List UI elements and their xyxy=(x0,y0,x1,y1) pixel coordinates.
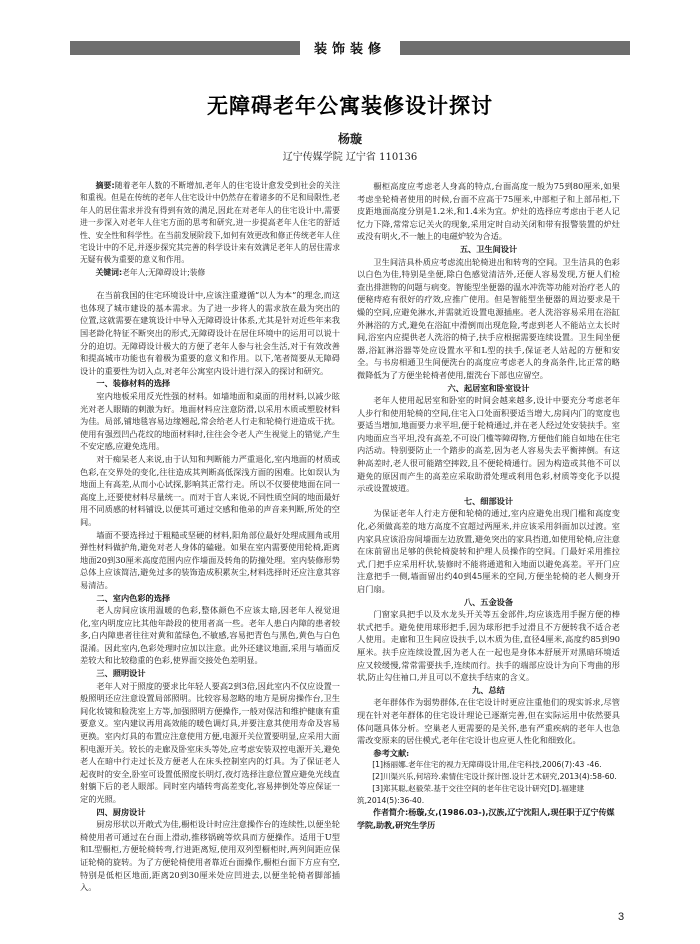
author-bio: 作者简介:杨璇,女,(1986.03-),汉族,辽宁沈阳人,现任职于辽宁传媒学院,助教,研究生学历 xyxy=(357,808,615,830)
section-heading-2: 二、室内色彩的选择 xyxy=(96,592,171,603)
paragraph: 室内地板采用反光性强的材料。如墙地面和桌面的用材料,以减少眩光对老人眼睛的刺激为好。地面材料应注意防滑,以采用木质或塑胶材料为佳。局部,铺地毯容易边缘翘起,常会给老人行走和轮椅行进造成干扰。使用有强烈凹凸花纹的地面材料时,往往会令老人产生视觉上的错觉,产生不安定感,应避免选用。 xyxy=(80,391,340,452)
paragraph: 老年群体作为弱势群体,在住宅设计时更应注重他们的现实诉求,尽管现在针对老年群体的住宅设计理论已逐渐完善,但在实际运用中依然要具体问题具体分析。空巢老人更需要的是关怀,患有严重疾病的老年人也急需改变原来的居住模式,老年住宅设计也应更人性化和细致化。 xyxy=(357,697,620,746)
abstract-label: 摘要: xyxy=(95,181,115,190)
section-heading-8: 八、五金设备 xyxy=(463,596,514,607)
author-affiliation: 辽宁传媒学院 辽宁省 110136 xyxy=(282,152,418,163)
section-heading-5: 五、卫生间设计 xyxy=(459,243,518,254)
paragraph: 厨房形状以开敞式为佳,橱柜设计时应注意操作台的连续性,以便坐轮椅使用者可通过在台面上滑动,推移锅碗等炊具而方便操作。适用于U型和L型橱柜,方便轮椅转弯,行进距离短,使用双列型橱柜时,两列间距应保证轮椅的旋转。为了方便轮椅使用者靠近台面操作,橱柜台面下方应有空,特别是低柜区地面,距离20到30厘米处应凹进去,以便坐轮椅者脚部插入。 xyxy=(80,819,340,893)
page-number: 3 xyxy=(618,911,625,923)
reference-item: [1]杨丽娜.老年住宅的视力无障碍设计用,住宅科技,2006(7):43 -46. xyxy=(372,760,602,770)
section-label: 装饰装修 xyxy=(313,42,386,57)
header-band-left xyxy=(70,41,300,55)
paragraph: 为保证老年人行走方便和轮椅的通过,室内应避免出现门槛和高度变化,必须做高差的地方高度不宜超过两厘米,并应该采用斜面加以过渡。室内家具应该沿房间墙面左边放置,避免突出的家具挡道,如使用轮椅,应注意在床前留出足够的供轮椅旋转和护理人员操作的空间。门最好采用推拉式,门把手应采用杆状,装修时不能将通道和入地面以避免高差。平开门应注意把手一侧,墙面留出约40到45厘米的空间,方便坐轮椅的老人侧身开启门扇。 xyxy=(357,508,620,594)
paragraph: 卫生间洁具朴质应考虑流出轮椅进出和转弯的空间。卫生洁具的色彩以白色为佳,特别是坐便,除白色感觉清洁外,还便人容易发现,方便人们检查出排泄物的问题与病变。智能型坐便器的温水冲洗等功能对治疗老人的便秘痔疮有很好的疗效,应推广使用。但是智能型坐便器的周边要求是干燥的空间,应避免淋水,并需就近设置电源插座。老人洗浴容易采用在浴缸外淋浴的方式,避免在浴缸中滑倒而出现危险,考虑到老人不能站立太长时间,浴室内应提供老人洗浴的椅子,扶手应根据需要连续设置。卫生间坐便器,浴缸淋浴器等处应设置水平和L型的扶手,保证老人站起的方便和安全。与书房相通卫生间便洗台的高度应考虑老人的身高条件,比正常的略微降低为了方便坐轮椅者使用,盥洗台下部也应留空。 xyxy=(357,256,620,380)
section-heading-3: 三、照明设计 xyxy=(96,668,146,679)
paragraph: 老年人使用起居室和卧室的时间会越来越多,设计中要充分考虑老年人步行和使用轮椅的空间,住宅入口处面积要适当增大,房间内门的宽度也要适当增加,地面要力求平坦,便于轮椅通过,并在老人经过处安装扶手。室内地面应当平坦,没有高差,不可设门槛等障碍物,方便他们能自如地在住宅内活动。特别要防止一个踏步的高差,因为老人容易失去平衡摔倒。有这种高差时,老人很可能踏空摔跤,且不便轮椅通行。因为构造或其他不可以避免的原因而产生的高差应采取助滑处理或利用色彩,材质等变化予以提示或设置坡道。 xyxy=(357,395,620,494)
keywords-label: 关键词: xyxy=(95,267,123,277)
paragraph: 墙面不要选择过于粗糙或坚硬的材料,阳角部位最好处理成圆角或用弹性材料做护角,避免对老人身体的磕碰。如果在室内需要使用轮椅,距离地面20到30厘米高度范围内应作墙面及转角的防撞处理。室内装修形势总体上应该简洁,避免过多的装饰造成积累灰尘,材料选择时还应注意其容易清洁。 xyxy=(80,529,340,590)
intro-paragraph: 在当前我国的住宅环境设计中,应该注重遵循“以人为本”的理念,而这也体现了城市建设的基本需求。为了进一步将人的需求放在最为突出的位置,这就需要在建筑设计中导入无障碍设计体系,尤其是针对近些年来我国老龄化特征不断突出的形式,无障碍设计在居住环境中的运用可以说十分的迫切。无障碍设计极大的方便了老年人参与社会生活,对于有效改善和提高城市功能也有着极为重要的意义和作用。以下,笔者简要从无障碍设计的重要性为切入点,对老年公寓室内设计进行深入的探讨和研究。 xyxy=(80,290,340,376)
section-heading-1: 一、装修材料的选择 xyxy=(96,378,171,389)
reference-item: [2]川渠兴乐,何培玲.索情住宅设计探计图.设计艺术研究,2013(4):58-60. xyxy=(372,772,617,782)
paragraph: 门窗家具把手以及水龙头开关等五金部件,均应该选用手握方便的棒状式把手。避免使用球形把手,因为球形把手过滑且不方便转我不适合老人使用。走廊和卫生间应设扶手,以木质为佳,直径4厘米,高度约85到90厘米。扶手应连续设置,因为老人在一起也是身体本舒展开对黑暗环境适应又较缓慢,常常需要扶手,连续而行。扶手的端部应设计为向下弯曲的形状,防止勾住袖口,并且可以不意扶手结束的含义。 xyxy=(357,609,620,683)
spacer xyxy=(80,279,340,289)
paragraph: 老人房间应该用温暖的色彩,整体颜色不应该太暗,因老年人视觉退化,室内明度应比其他年龄段的使用者高一些。老年人患白内障的患者较多,白内障患者往往对黄和蓝绿色,不敏感,容易把青色与黑色,黄色与白色混淆。因此室内,色彩处理时应加以注意。此外还建议地面,采用与墙面反差较大和比较稳重的色彩,使界面交接处色差明显。 xyxy=(80,605,340,666)
section-heading-7: 七、细部设计 xyxy=(463,495,514,506)
article-title: 无障碍老年公寓装修设计探讨 xyxy=(207,94,493,118)
paragraph: 老年人对于照度的要求比年轻人要高2到3倍,因此室内不仅应设置一般照明还应注意设置局部照明。比较容易忽略的地方是厨房操作台,卫生间化妆镜和脸洗室上方等,加强照明方便操作,一般对保洁和维护健康有重要意义。室内建议再用高效能的暖色调灯具,并要注意其使用寿命及容易更换。室内灯具的布置应注意使用方便,电源开关位置要明显,应采用大面积电源开关。较长的走廊及卧室床头等处,应考虑安装双控电源开关,避免老人在暗中行走过长及方便老人在床头控制室内的灯具。为了保证老人起夜时的安全,卧室可设置低照度长明灯,夜灯选择注意位置应避免光线直射躺下后的老人眼部。同时室内墙转弯高差变化,容易摔倒处等应保证一定的光照。 xyxy=(80,680,340,804)
section-heading-9: 九、总结 xyxy=(472,684,505,695)
paragraph: 橱柜高度应考虑老人身高的特点,台面高度一般为75到80厘米,如果考虑坐轮椅者使用的时候,台面不应高于75厘米,中部柜子和上部吊柜,下皮距地面高度分别是1.2米,和1.4米为宜。炉灶的选择应考虑由于老人记忆力下降,常常忘记关火的现象,采用定时自动关闭和带有报警装置的炉灶或没有明火,不一触上的电磁炉较为合适。 xyxy=(357,181,620,242)
header-band-right xyxy=(400,41,630,55)
references-heading: 参考文献: xyxy=(373,747,410,758)
section-heading-4: 四、厨房设计 xyxy=(96,806,146,817)
paragraph: 对于痴呆老人来说,由于认知和判断能力严重退化,室内地面的材质或色彩,在交界处的变化,往往造成其判断高低深浅方面的困难。比如误认为地面上有高差,从而小心试探,影响其正常行走。所以不仅要使地面在同一高度上,还要使材料尽量统一。而对于盲人来说,不同性质空间的地面最好用不同质感的材料铺设,以便其可通过交感和他弟的声音来判断,所处的空间。 xyxy=(80,453,340,527)
abstract-text: 随着老年人数的不断增加,老年人的住宅设计愈发受到社会的关注和重视。但是在传统的老年人住宅设计中仍然存在着诸多的不足和局限性,老年人的居住需求并没有得到有效的满足,因此在对老年人的住宅设计中,需要进一步深入对老年人住宅方面的思考和研究,进一步提高老年人住宅的舒适性、安全性和科学性。在当前发展阶段下,如何有效更改和修正传统老年人住宅设计中的不足,并逐步探究其完善的科学设计来有效满足老年人的居住需求无疑有极为重要的意义和作用。 xyxy=(80,181,340,265)
keywords-text: 老年人;无障碍设计;装修 xyxy=(122,267,206,277)
reference-item: [3]郑其聪,赵毅荣.基于交往空间的老年住宅设计研究[D].福建建筑,2014(5):36-40. xyxy=(357,784,585,806)
author-name: 杨璇 xyxy=(337,132,362,146)
right-column xyxy=(357,180,620,832)
abstract xyxy=(80,180,340,267)
section-heading-6: 六、起居室和卧室设计 xyxy=(447,382,530,393)
keywords xyxy=(80,267,340,279)
left-column xyxy=(80,180,340,894)
